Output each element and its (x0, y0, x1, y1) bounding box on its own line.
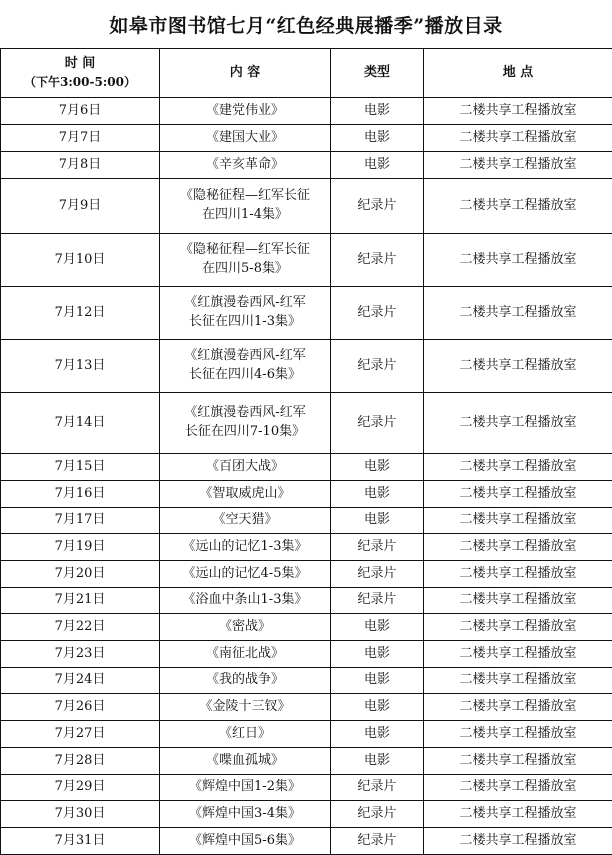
header-type: 类型 (331, 49, 424, 98)
type-cell: 纪录片 (331, 801, 424, 828)
content-cell: 《隐秘征程—红军长征 在四川5-8集》 (160, 234, 331, 287)
content-cell: 《金陵十三钗》 (160, 694, 331, 721)
type-cell: 纪录片 (331, 588, 424, 614)
table-row (1, 534, 612, 561)
content-cell: 《辉煌中国3-4集》 (160, 801, 331, 828)
content-cell: 《南征北战》 (160, 641, 331, 668)
table-row (1, 561, 612, 588)
content-cell: 《智取威虎山》 (160, 481, 331, 508)
content-cell: 《辛亥革命》 (160, 152, 331, 179)
type-cell: 纪录片 (331, 828, 424, 855)
content-cell: 《百团大战》 (160, 454, 331, 481)
place-cell: 二楼共享工程播放室 (424, 179, 612, 234)
content-cell: 《红旗漫卷西风-红军 长征在四川7-10集》 (160, 393, 331, 454)
type-cell: 纪录片 (331, 340, 424, 393)
type-cell: 纪录片 (331, 561, 424, 588)
place-cell: 二楼共享工程播放室 (424, 98, 612, 125)
schedule-body (1, 98, 612, 855)
content-cell: 《喋血孤城》 (160, 748, 331, 775)
type-cell: 电影 (331, 98, 424, 125)
date-cell: 7月15日 (1, 454, 160, 481)
content-cell: 《辉煌中国1-2集》 (160, 775, 331, 801)
table-row (1, 481, 612, 508)
content-cell: 《隐秘征程—红军长征 在四川1-4集》 (160, 179, 331, 234)
table-row (1, 234, 612, 287)
type-cell: 电影 (331, 125, 424, 152)
header-content: 内 容 (160, 49, 331, 98)
date-cell: 7月14日 (1, 393, 160, 454)
type-cell: 纪录片 (331, 534, 424, 561)
date-cell: 7月28日 (1, 748, 160, 775)
date-cell: 7月21日 (1, 588, 160, 614)
date-cell: 7月30日 (1, 801, 160, 828)
content-cell: 《辉煌中国5-6集》 (160, 828, 331, 855)
date-cell: 7月10日 (1, 234, 160, 287)
table-row (1, 694, 612, 721)
place-cell: 二楼共享工程播放室 (424, 125, 612, 152)
content-cell: 《建国大业》 (160, 125, 331, 152)
table-row (1, 668, 612, 694)
table-row (1, 748, 612, 775)
place-cell: 二楼共享工程播放室 (424, 234, 612, 287)
place-cell: 二楼共享工程播放室 (424, 340, 612, 393)
table-row (1, 508, 612, 534)
content-cell: 《我的战争》 (160, 668, 331, 694)
header-time-label: 时 间 (65, 56, 96, 71)
place-cell: 二楼共享工程播放室 (424, 508, 612, 534)
table-row (1, 125, 612, 152)
table-row (1, 98, 612, 125)
type-cell: 电影 (331, 748, 424, 775)
date-cell: 7月6日 (1, 98, 160, 125)
type-cell: 电影 (331, 721, 424, 748)
date-cell: 7月23日 (1, 641, 160, 668)
content-cell: 《浴血中条山1-3集》 (160, 588, 331, 614)
place-cell: 二楼共享工程播放室 (424, 534, 612, 561)
date-cell: 7月24日 (1, 668, 160, 694)
place-cell: 二楼共享工程播放室 (424, 748, 612, 775)
date-cell: 7月8日 (1, 152, 160, 179)
place-cell: 二楼共享工程播放室 (424, 614, 612, 641)
type-cell: 电影 (331, 508, 424, 534)
type-cell: 电影 (331, 694, 424, 721)
type-cell: 电影 (331, 614, 424, 641)
date-cell: 7月13日 (1, 340, 160, 393)
table-row (1, 340, 612, 393)
place-cell: 二楼共享工程播放室 (424, 561, 612, 588)
table-row (1, 721, 612, 748)
date-cell: 7月26日 (1, 694, 160, 721)
schedule-table (0, 48, 612, 855)
date-cell: 7月31日 (1, 828, 160, 855)
date-cell: 7月29日 (1, 775, 160, 801)
type-cell: 纪录片 (331, 393, 424, 454)
date-cell: 7月16日 (1, 481, 160, 508)
type-cell: 纪录片 (331, 234, 424, 287)
place-cell: 二楼共享工程播放室 (424, 287, 612, 340)
header-place: 地 点 (424, 49, 612, 98)
content-cell: 《密战》 (160, 614, 331, 641)
content-cell: 《空天猎》 (160, 508, 331, 534)
table-row (1, 641, 612, 668)
type-cell: 纪录片 (331, 775, 424, 801)
type-cell: 电影 (331, 481, 424, 508)
place-cell: 二楼共享工程播放室 (424, 828, 612, 855)
table-row (1, 393, 612, 454)
place-cell: 二楼共享工程播放室 (424, 694, 612, 721)
date-cell: 7月17日 (1, 508, 160, 534)
content-cell: 《远山的记忆4-5集》 (160, 561, 331, 588)
place-cell: 二楼共享工程播放室 (424, 454, 612, 481)
date-cell: 7月22日 (1, 614, 160, 641)
date-cell: 7月9日 (1, 179, 160, 234)
date-cell: 7月20日 (1, 561, 160, 588)
table-row (1, 454, 612, 481)
table-row (1, 588, 612, 614)
table-row (1, 614, 612, 641)
header-time (1, 49, 160, 98)
date-cell: 7月27日 (1, 721, 160, 748)
table-row (1, 287, 612, 340)
place-cell: 二楼共享工程播放室 (424, 721, 612, 748)
type-cell: 电影 (331, 641, 424, 668)
type-cell: 纪录片 (331, 287, 424, 340)
content-cell: 《红旗漫卷西风-红军 长征在四川1-3集》 (160, 287, 331, 340)
header-row (1, 49, 612, 98)
table-row (1, 801, 612, 828)
place-cell: 二楼共享工程播放室 (424, 588, 612, 614)
date-cell: 7月19日 (1, 534, 160, 561)
table-row (1, 152, 612, 179)
type-cell: 电影 (331, 668, 424, 694)
content-cell: 《建党伟业》 (160, 98, 331, 125)
content-cell: 《红旗漫卷西风-红军 长征在四川4-6集》 (160, 340, 331, 393)
place-cell: 二楼共享工程播放室 (424, 801, 612, 828)
place-cell: 二楼共享工程播放室 (424, 152, 612, 179)
type-cell: 电影 (331, 152, 424, 179)
table-row (1, 179, 612, 234)
type-cell: 电影 (331, 454, 424, 481)
place-cell: 二楼共享工程播放室 (424, 641, 612, 668)
date-cell: 7月7日 (1, 125, 160, 152)
content-cell: 《远山的记忆1-3集》 (160, 534, 331, 561)
table-row (1, 775, 612, 801)
header-time-note: （下午3:00-5:00） (1, 74, 159, 91)
content-cell: 《红日》 (160, 721, 331, 748)
place-cell: 二楼共享工程播放室 (424, 393, 612, 454)
table-row (1, 828, 612, 855)
place-cell: 二楼共享工程播放室 (424, 775, 612, 801)
page-title: 如皋市图书馆七月“红色经典展播季”播放目录 (0, 0, 612, 48)
place-cell: 二楼共享工程播放室 (424, 668, 612, 694)
type-cell: 纪录片 (331, 179, 424, 234)
place-cell: 二楼共享工程播放室 (424, 481, 612, 508)
date-cell: 7月12日 (1, 287, 160, 340)
